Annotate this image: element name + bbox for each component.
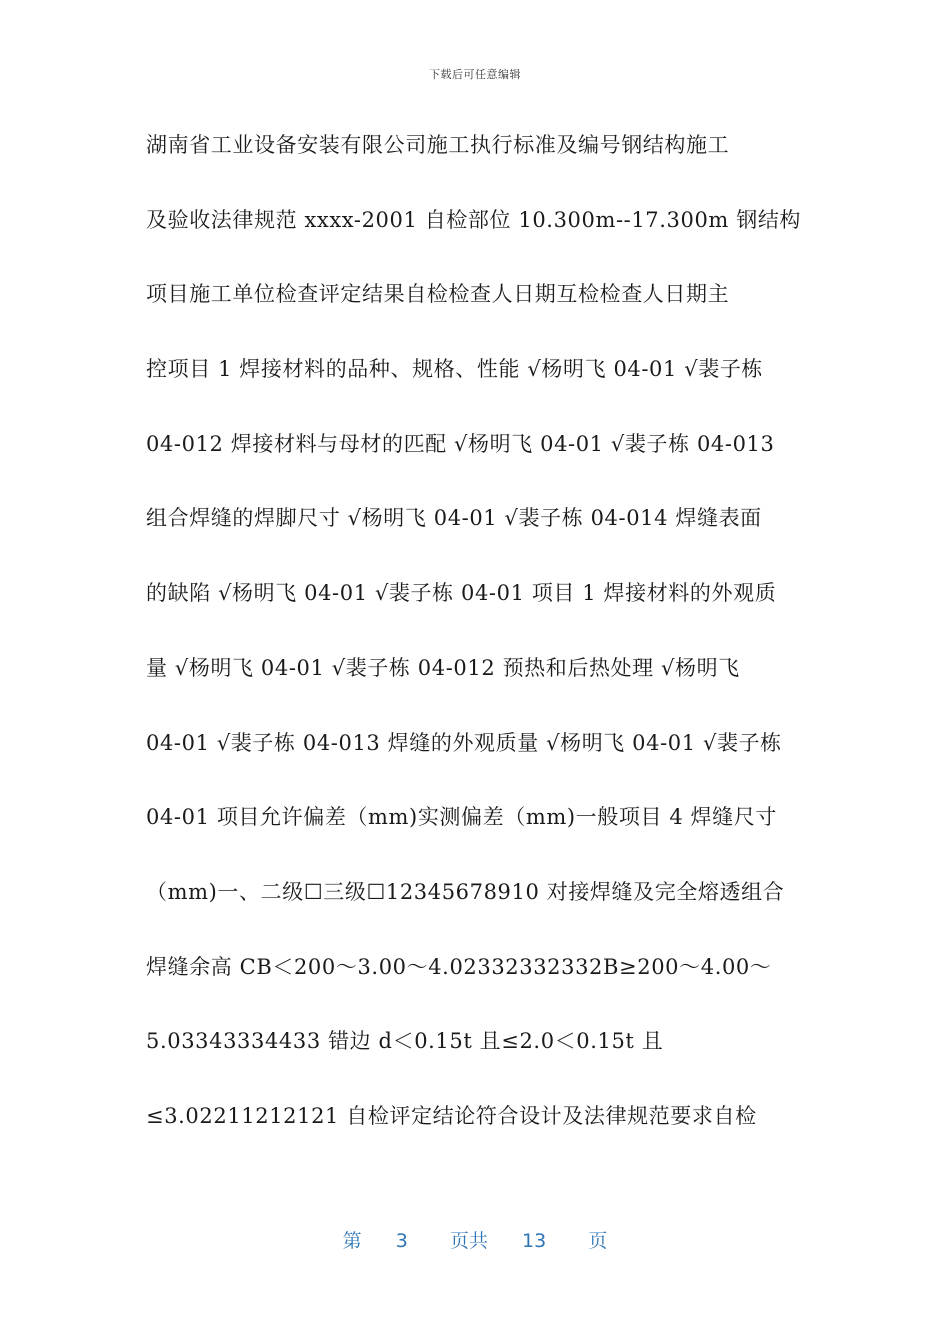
document-body (146, 108, 806, 1154)
body-line: （mm)一、二级☐三级☐12345678910 对接焊缝及完全熔透组合 (146, 879, 785, 904)
header-note: 下载后可任意编辑 (429, 68, 521, 81)
body-line: 项目施工单位检查评定结果自检检查人日期互检检查人日期主 (146, 282, 730, 307)
body-line: 及验收法律规范 xxxx-2001 自检部位 10.300m--17.300m 钢结构 (146, 207, 802, 232)
footer-suffix: 页 (588, 1230, 608, 1252)
footer-middle: 页共 (449, 1230, 488, 1252)
page-footer (0, 1226, 950, 1253)
body-line: 焊缝余高 CB＜200～3.00～4.02332332332B≥200～4.00～ (146, 954, 772, 979)
body-line: 组合焊缝的焊脚尺寸 √杨明飞 04-01 √裴子栋 04-014 焊缝表面 (146, 506, 762, 531)
body-line: ≤3.02211212121 自检评定结论符合设计及法律规范要求自检 (146, 1103, 757, 1128)
body-line: 5.03343334433 错边 d＜0.15t 且≤2.0＜0.15t 且 (146, 1029, 664, 1054)
body-line: 04-012 焊接材料与母材的匹配 √杨明飞 04-01 √裴子栋 04-013 (146, 431, 775, 456)
body-line: 控项目 1 焊接材料的品种、规格、性能 √杨明飞 04-01 √裴子栋 (146, 357, 764, 382)
body-line: 04-01 √裴子栋 04-013 焊缝的外观质量 √杨明飞 04-01 √裴子栋 (146, 730, 782, 755)
body-line: 04-01 项目允许偏差（mm)实测偏差（mm)一般项目 4 焊缝尺寸 (146, 805, 777, 830)
footer-total-pages: 13 (522, 1230, 547, 1252)
body-line: 湖南省工业设备安装有限公司施工执行标准及编号钢结构施工 (146, 133, 730, 157)
footer-page-number: 3 (395, 1230, 408, 1252)
body-line: 量 √杨明飞 04-01 √裴子栋 04-012 预热和后热处理 √杨明飞 (146, 655, 740, 680)
body-line: 的缺陷 √杨明飞 04-01 √裴子栋 04-01 项目 1 焊接材料的外观质 (146, 581, 777, 606)
footer-prefix: 第 (342, 1230, 362, 1252)
